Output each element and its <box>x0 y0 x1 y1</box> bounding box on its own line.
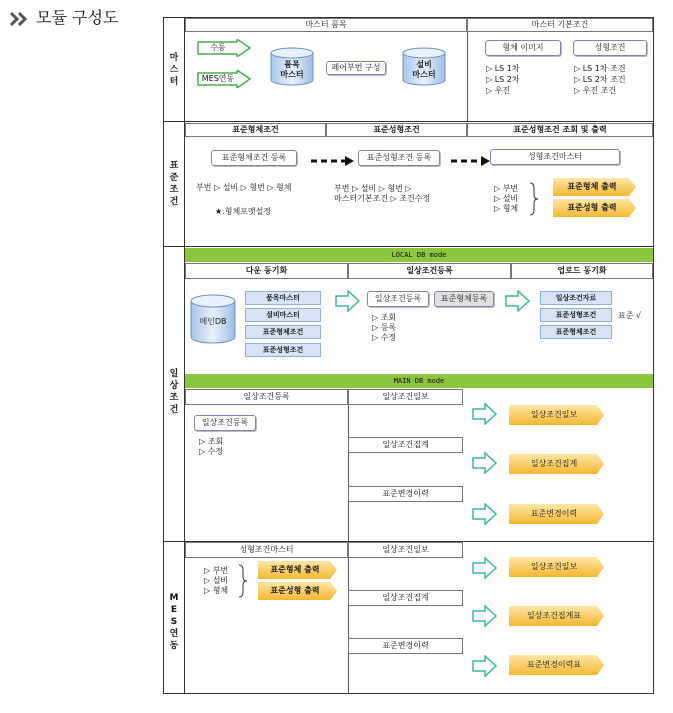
header-up-sync: 업로드 동기화 <box>511 263 653 279</box>
up-item-1: 일상조건자료 <box>540 291 612 305</box>
out-arrow-1 <box>472 403 498 429</box>
dashed-arrow-1 <box>311 152 355 171</box>
out-daily-tag: 일상조건일보 <box>509 405 605 429</box>
header-main-reg: 일상조건등록 <box>185 389 348 405</box>
mes-out-hist-tag: 표준변경이력표 <box>509 655 605 679</box>
mes-out-molding-tag: 표준성형 출력 <box>258 582 338 604</box>
page-title: 모듈 구성도 <box>36 8 119 27</box>
down-item-1: 품목마스터 <box>245 291 321 305</box>
divider-1 <box>163 121 654 122</box>
mes-link-label: MES연동 <box>201 74 235 83</box>
up-item-2: 표준성형조건 <box>540 308 612 322</box>
cond-master-box: 성형조건마스터 <box>490 149 620 165</box>
mes-agg-box: 일상조건집계 <box>348 590 463 606</box>
section-label-standard: 표준조건 <box>169 161 179 207</box>
daily-reg-btn[interactable]: 일상조건등록 <box>367 291 429 307</box>
master-col-divider <box>467 32 468 121</box>
main-col-divider <box>348 405 349 541</box>
header-main-daily: 일상조건일보 <box>348 389 463 405</box>
mes-out-arrow-2 <box>472 605 498 631</box>
item-master-label: 품목 마스터 <box>280 60 304 79</box>
header-down-sync: 다운 동기화 <box>185 263 348 279</box>
part-config-box: 페어부번 구성 <box>326 61 386 75</box>
reg-std-mold-box: 표준형체조건 등록 <box>211 150 297 166</box>
divider-2 <box>163 246 654 247</box>
molding-cond-box: 성형조건 <box>573 40 647 56</box>
header-std-molding: 표준성형조건 <box>326 123 467 137</box>
out-hist-tag: 표준변경이력 <box>509 504 605 528</box>
brace-icon <box>528 182 540 220</box>
up-item-3: 표준형체조건 <box>540 325 612 339</box>
down-item-2: 설비마스터 <box>245 308 321 322</box>
header-master-item: 마스터 품목 <box>185 18 467 32</box>
daily-reg-list: ▷ 조회 ▷ 등록 ▷ 수정 <box>372 313 397 342</box>
header-std-mold: 표준형체조건 <box>185 123 326 137</box>
mold-reg-btn[interactable]: 표준형체등록 <box>434 291 494 307</box>
mes-out-mold-tag: 표준형체 출력 <box>258 561 338 583</box>
section-label-master: 마스터 <box>169 53 179 87</box>
std-check-mark: 표준 √ <box>618 311 642 320</box>
std-path-1: 부번 ▷ 설비 ▷ 형번 ▷ 형체 <box>196 183 292 192</box>
out-agg-tag: 일상조건집계 <box>509 454 605 478</box>
mes-list: ▷ 부번 ▷ 설비 ▷ 형체 <box>204 566 229 595</box>
section-divider <box>184 17 185 694</box>
down-item-4: 표준성형조건 <box>245 343 321 357</box>
std-out-mold-tag: 표준형체 출력 <box>553 178 637 200</box>
main-daily-reg-btn[interactable]: 일상조건등록 <box>194 415 256 431</box>
daily-agg-box: 일상조건집계 <box>348 437 463 453</box>
header-master-cond: 마스터 기본조건 <box>467 18 653 32</box>
dashed-arrow-2 <box>451 152 491 171</box>
std-list: ▷ 부번 ▷ 설비 ▷ 형체 <box>494 184 519 213</box>
master-right-list: ▷ LS 1차 조건 ▷ LS 2차 조건 ▷ 우진 조건 <box>574 64 626 95</box>
out-arrow-2 <box>472 452 498 478</box>
std-out-molding-tag: 표준성형 출력 <box>553 199 637 221</box>
mes-hist-box: 표준변경이력 <box>348 638 463 654</box>
sync-arrow-1 <box>335 290 361 316</box>
manual-label: 수동 <box>210 43 226 52</box>
mes-brace-icon <box>237 564 249 602</box>
mold-image-box: 형체 이미지 <box>485 40 561 56</box>
main-db-label: 메인DB <box>199 317 227 326</box>
std-path-2a: 부번 ▷ 설비 ▷ 형번 ▷ <box>334 184 412 193</box>
section-label-mes: MES 연동 <box>169 593 179 651</box>
section-label-daily: 일상조건 <box>169 369 179 415</box>
mes-out-agg-tag: 일상조건집계표 <box>509 606 605 630</box>
mes-out-arrow-3 <box>472 655 498 681</box>
mes-out-arrow-1 <box>472 557 498 583</box>
mes-out-daily-tag: 일상조건일보 <box>509 557 605 581</box>
master-left-list: ▷ LS 1차 ▷ LS 2차 ▷ 우진 <box>486 64 520 95</box>
reg-std-molding-box: 표준성형조건 등록 <box>358 150 440 166</box>
main-reg-list: ▷ 조회 ▷ 수정 <box>199 437 224 456</box>
daily-hist-box: 표준변경이력 <box>348 486 463 502</box>
std-path-2b: 마스터기본조건 ▷ 조건수정 <box>334 194 431 203</box>
sync-arrow-2 <box>505 290 531 316</box>
format-setting: ★.형체포맷설정 <box>215 207 272 216</box>
equip-master-label: 설비 마스터 <box>412 60 436 79</box>
header-std-query: 표준성형조건 조회 및 출력 <box>467 123 653 137</box>
out-arrow-3 <box>472 503 498 529</box>
header-mes-master: 성형조건마스터 <box>185 542 348 558</box>
chevron-icon <box>10 11 32 31</box>
local-db-mode-bar: LOCAL DB mode <box>185 248 653 262</box>
down-item-3: 표준형체조건 <box>245 325 321 339</box>
mes-col-divider <box>348 558 349 694</box>
header-daily-reg: 일상조건등록 <box>348 263 511 279</box>
main-db-mode-bar: MAIN DB mode <box>185 374 653 388</box>
header-mes-daily: 일상조건일보 <box>348 542 463 558</box>
